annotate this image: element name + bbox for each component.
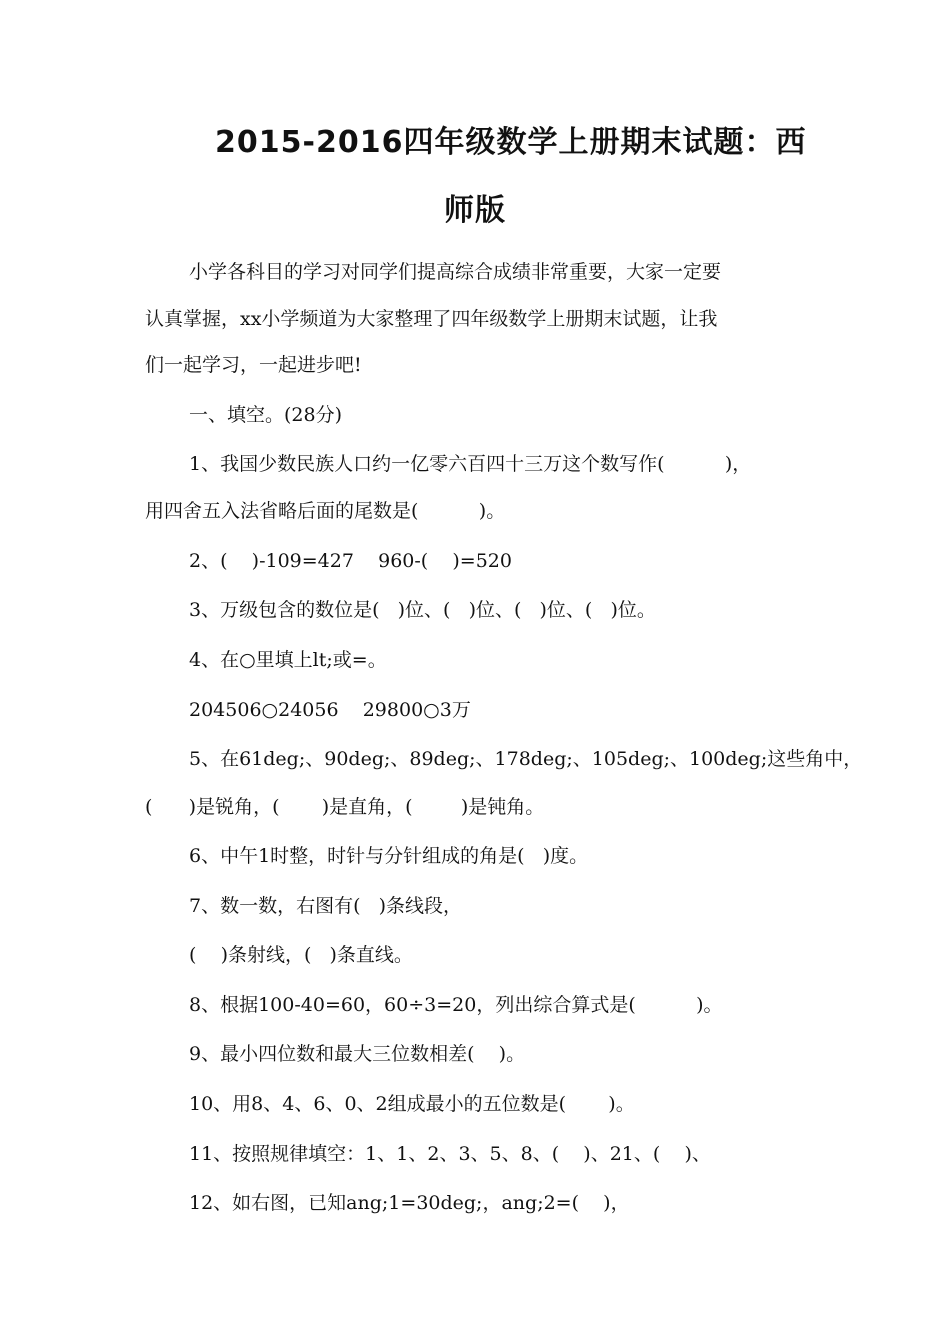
intro-paragraph-line-1: 小学各科目的学习对同学们提高综合成绩非常重要，大家一定要: [189, 261, 722, 283]
question-line: 3、万级包含的数位是( )位、( )位、( )位、( )位。: [189, 599, 656, 621]
question-line: 9、最小四位数和最大三位数相差( )。: [189, 1043, 526, 1065]
question-line: ( )是锐角，( )是直角，( )是钝角。: [145, 796, 545, 818]
question-line: 7、数一数，右图有( )条线段，: [189, 895, 463, 917]
question-line: 12、如右图，已知ang;1=30deg;，ang;2=( )，: [189, 1192, 630, 1214]
section-heading: 一、填空。(28分): [189, 404, 343, 426]
question-line: 5、在61deg;、90deg;、89deg;、178deg;、105deg;、100deg;这些角中，: [189, 748, 863, 770]
question-line: 用四舍五入法省略后面的尾数是( )。: [145, 500, 506, 522]
question-line: 8、根据100-40=60，60÷3=20，列出综合算式是( )。: [189, 994, 723, 1016]
question-line: 4、在○里填上lt;或=。: [189, 649, 387, 671]
question-line: 6、中午1时整，时针与分针组成的角是( )度。: [189, 845, 589, 867]
intro-paragraph-line-2: 认真掌握，xx小学频道为大家整理了四年级数学上册期末试题，让我: [145, 308, 718, 330]
question-line: 1、我国少数民族人口约一亿零六百四十三万这个数写作( )，: [189, 453, 752, 475]
question-line: 204506○24056 29800○3万: [189, 699, 471, 721]
question-line: 2、( )-109=427 960-( )=520: [189, 550, 512, 572]
question-line: ( )条射线，( )条直线。: [189, 944, 413, 966]
question-line: 10、用8、4、6、0、2组成最小的五位数是( )。: [189, 1093, 635, 1115]
question-line: 11、按照规律填空：1、1、2、3、5、8、( )、21、( )、: [189, 1143, 711, 1165]
document-title-line-1: 2015-2016四年级数学上册期末试题：西: [215, 125, 807, 160]
document-title-line-2: 师版: [444, 193, 506, 228]
intro-paragraph-line-3: 们一起学习，一起进步吧!: [145, 354, 362, 376]
